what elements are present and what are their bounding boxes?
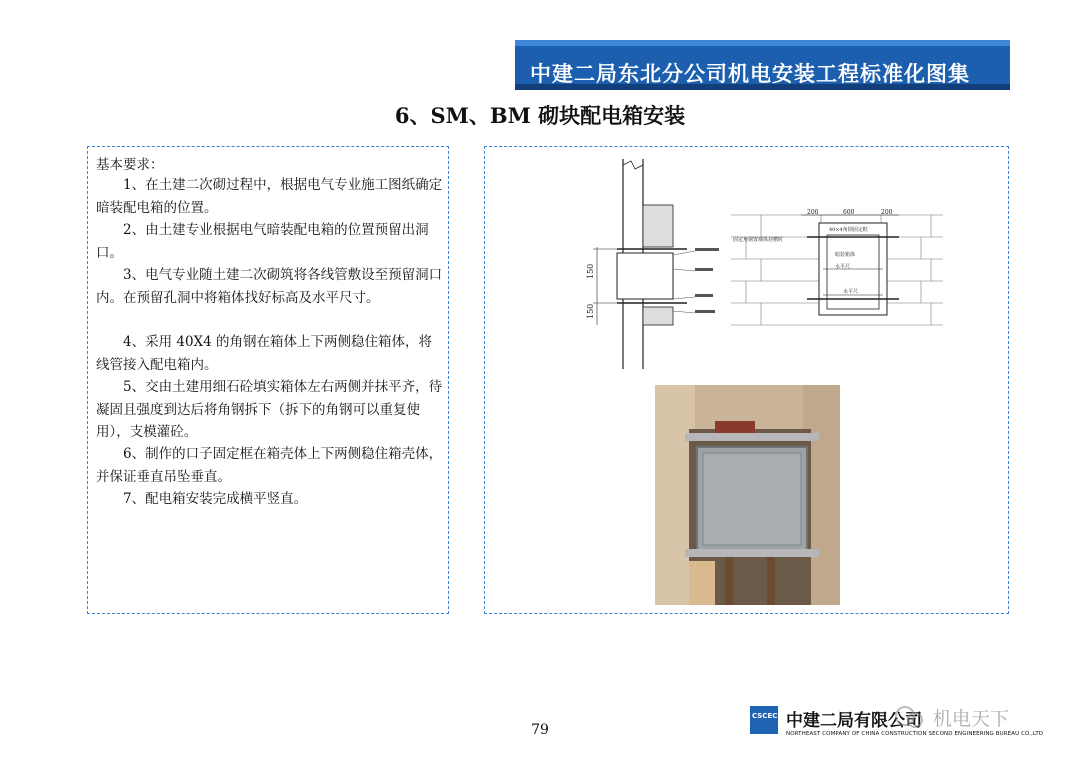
section-dim-top: 150: [586, 263, 595, 279]
requirement-item-7: 7、配电箱安装完成横平竖直。: [123, 491, 308, 507]
elev-dim-left: 200: [807, 209, 819, 216]
elev-label-level-1: 水平尺: [835, 264, 851, 270]
company-name-cn: 中建二局有限公司: [786, 711, 922, 731]
company-logo-icon: [750, 706, 778, 734]
section-dim-bottom: 150: [586, 303, 595, 319]
elev-label-fix: 固定角钢置墙体封槽时: [733, 237, 784, 243]
section-drawing: [587, 159, 727, 369]
elev-label-box: 暗装箱体: [835, 252, 856, 258]
elev-dim-right: 200: [881, 209, 893, 216]
requirement-item-3: 3、电气专业随土建二次砌筑将各线管敷设至预留洞口内。在预留孔洞中将箱体找好标高及水平尺寸。: [96, 267, 443, 306]
watermark-text: 机电天下: [933, 708, 1010, 730]
document-title: 6、SM、BM 砌块配电箱安装: [394, 103, 686, 128]
requirement-item-1: 1、在土建二次砌过程中，根据电气专业施工图纸确定暗装配电箱的位置。: [96, 177, 443, 216]
requirement-item-5: 5、交由土建用细石砼填实箱体左右两侧并抹平齐，待凝固且强度到达后将角钢拆下（拆下的角钢可以重复使用），支模灌砼。: [96, 379, 443, 440]
requirements-heading: 基本要求：: [96, 157, 164, 173]
elevation-drawing: [731, 211, 943, 339]
company-name-en: NORTHEAST COMPANY OF CHINA CONSTRUCTION SECOND ENGINEERING BUREAU CO.,LTD: [786, 731, 1044, 737]
company-logo-text: CSCEC: [752, 712, 778, 720]
elev-label-angle: 40×4角钢固定框: [829, 227, 868, 233]
elev-label-level-2: 水平尺: [843, 289, 859, 295]
header-title: 中建二局东北分公司机电安装工程标准化图集: [530, 62, 970, 86]
watermark: [893, 700, 1053, 736]
requirement-item-4: 4、采用 40X4 的角钢在箱体上下两侧稳住箱体，将线管接入配电箱内。: [96, 334, 433, 373]
requirement-item-6: 6、制作的口子固定框在箱壳体上下两侧稳住箱壳体，并保证垂直吊坠垂直。: [96, 446, 443, 485]
requirement-item-2: 2、由土建专业根据电气暗装配电箱的位置预留出洞口。: [96, 222, 429, 261]
page-number: 79: [531, 722, 549, 738]
requirements-panel: [87, 146, 449, 614]
figure-panel: [484, 146, 1009, 614]
installation-photo: [655, 385, 840, 605]
elev-dim-center: 600: [843, 209, 855, 216]
